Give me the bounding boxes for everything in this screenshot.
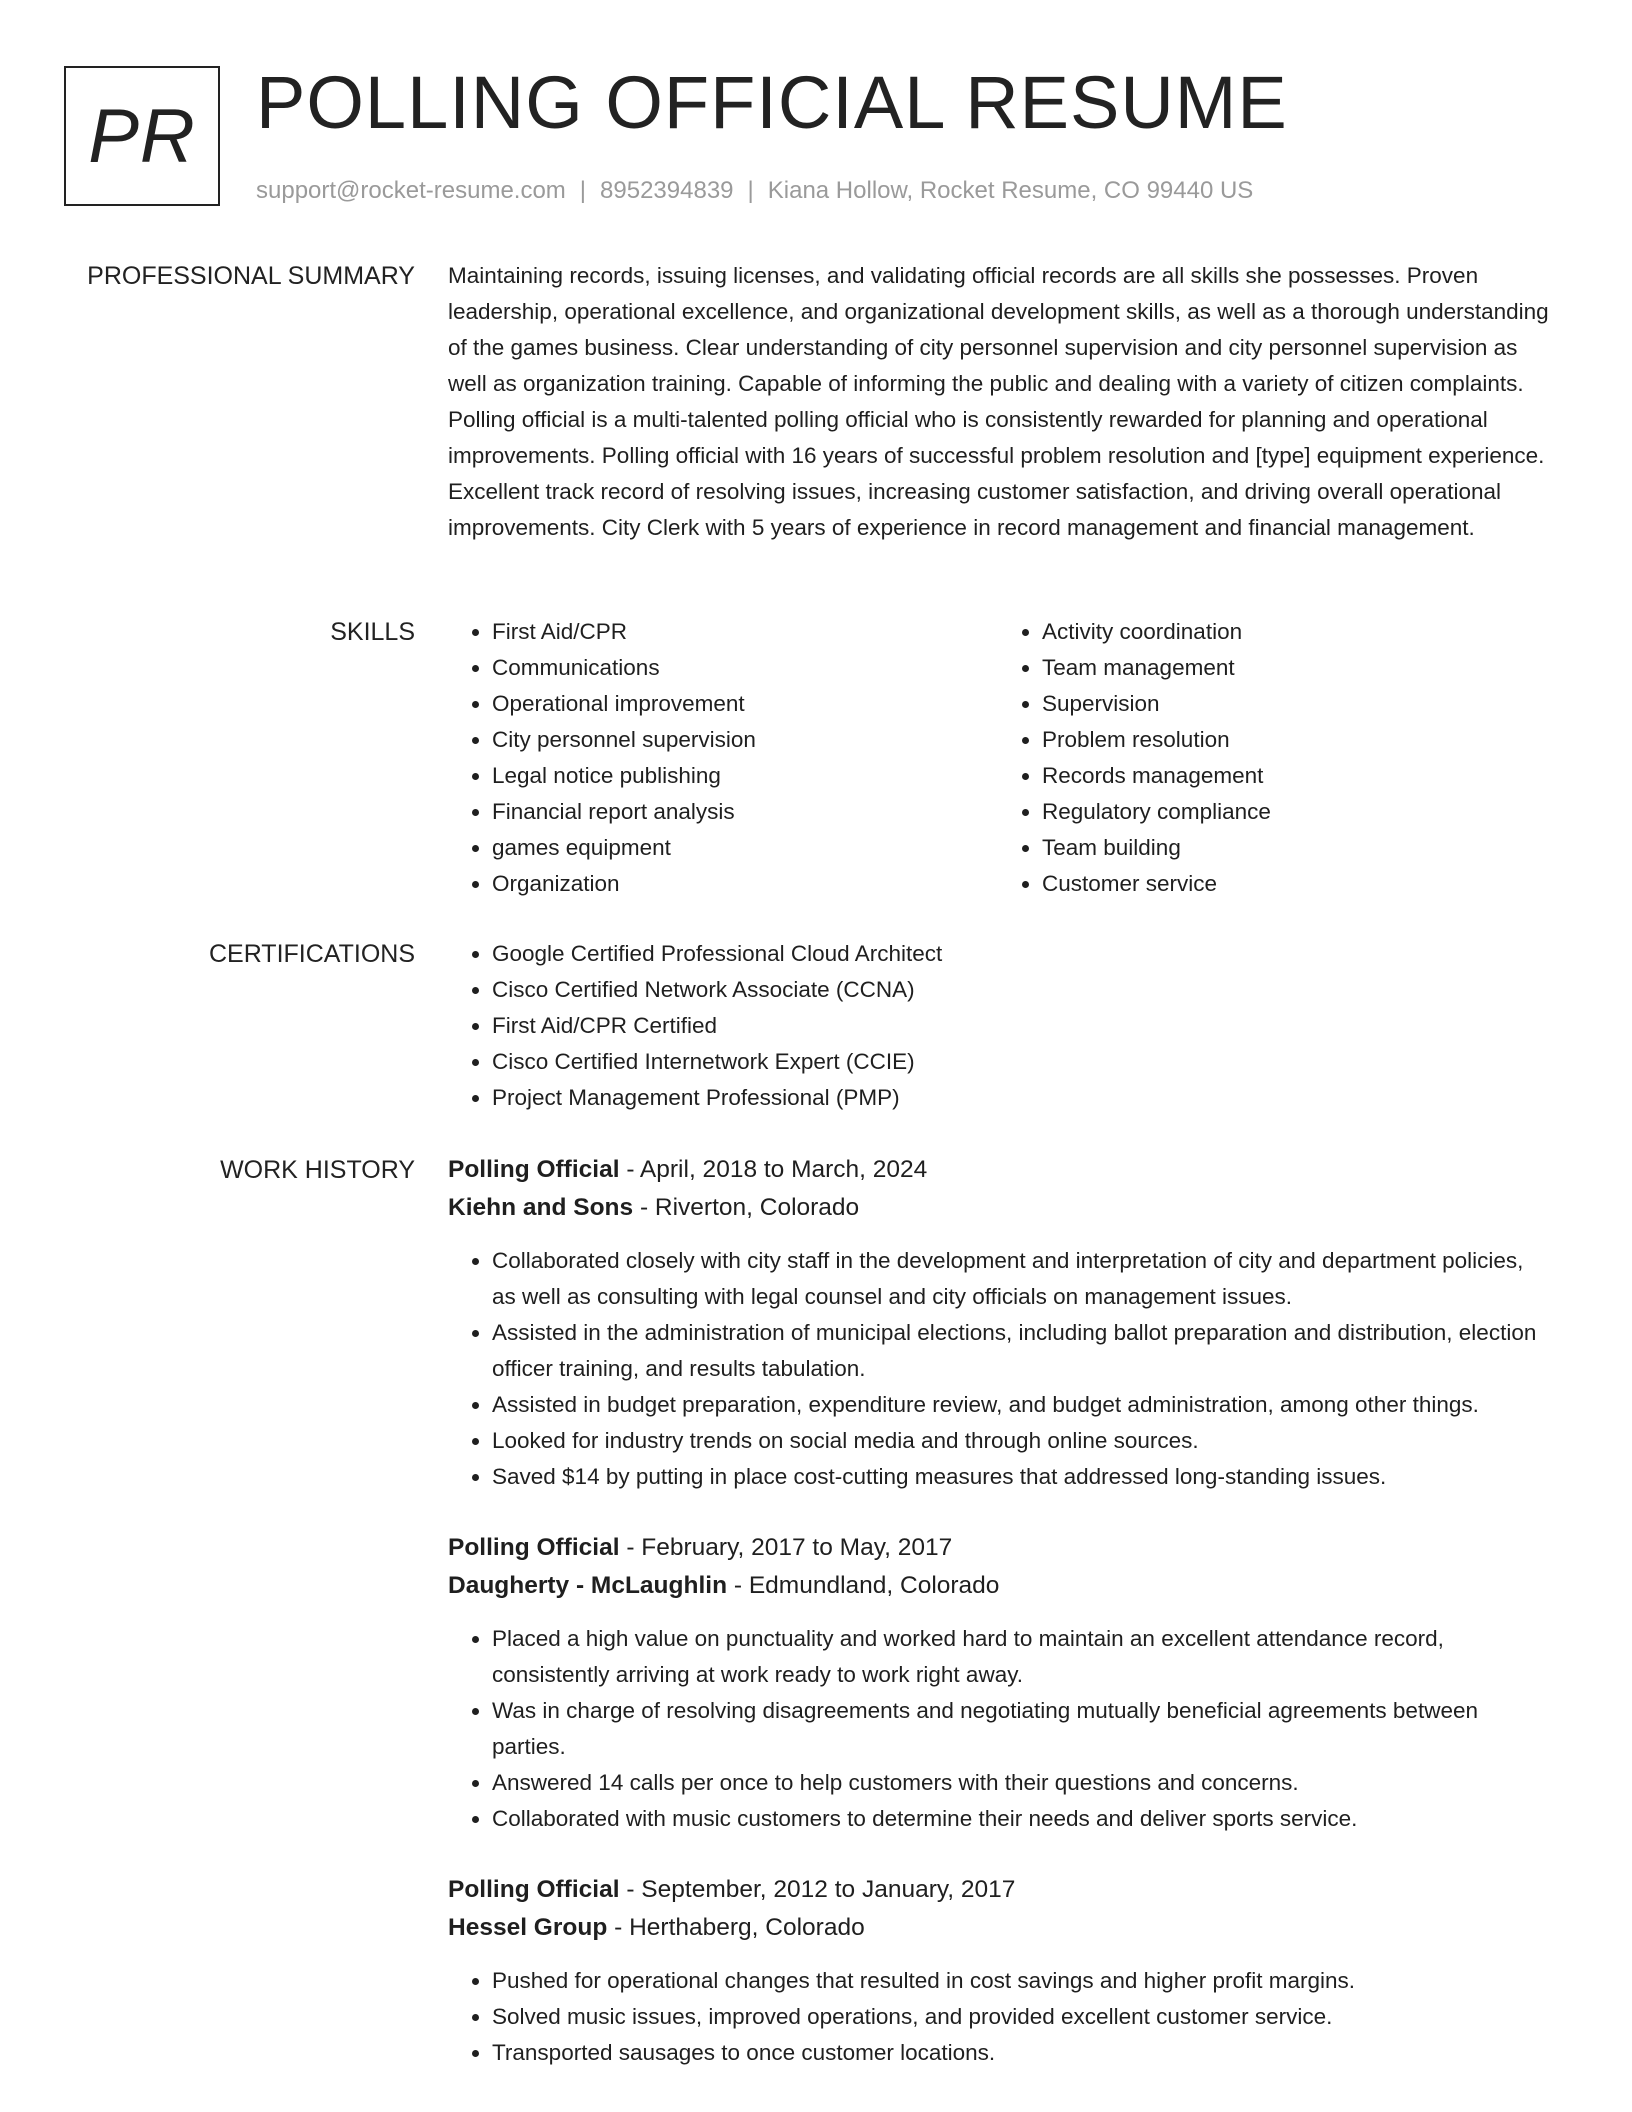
skills-column-left bbox=[448, 614, 998, 902]
skill-item: • Organization bbox=[492, 866, 998, 902]
job-bullet: • Was in charge of resolving disagreements and negotiating mutually beneficial agreements between parties. bbox=[492, 1693, 1552, 1765]
work-history-section bbox=[448, 1151, 1552, 2105]
skill-item: • Legal notice publishing bbox=[492, 758, 998, 794]
contact-separator: | bbox=[747, 177, 754, 204]
skills-grid bbox=[448, 614, 1552, 902]
job-bullet: • Placed a high value on punctuality and worked hard to maintain an excellent attendance record, consistently arriving at work ready to work right away. bbox=[492, 1621, 1552, 1693]
job-entry bbox=[448, 1151, 1552, 1495]
job-company-line bbox=[448, 1909, 1552, 1947]
skill-item: • Financial report analysis bbox=[492, 794, 998, 830]
contact-email: support@rocket-resume.com bbox=[256, 177, 566, 204]
job-title: Polling Official bbox=[448, 1534, 620, 1561]
certifications-section bbox=[448, 936, 1552, 1116]
certification-item: • Google Certified Professional Cloud Architect bbox=[492, 936, 1552, 972]
job-entry bbox=[448, 1529, 1552, 1837]
job-title-line bbox=[448, 1529, 1552, 1567]
skill-item: • Records management bbox=[1042, 758, 1548, 794]
job-bullet: • Looked for industry trends on social media and through online sources. bbox=[492, 1423, 1552, 1459]
job-dates: - April, 2018 to March, 2024 bbox=[619, 1156, 928, 1183]
job-location: - Edmundland, Colorado bbox=[727, 1572, 1000, 1599]
job-title-line bbox=[448, 1151, 1552, 1189]
section-label-summary: PROFESSIONAL SUMMARY bbox=[87, 262, 415, 290]
job-bullet: • Assisted in budget preparation, expenditure review, and budget administration, among other things. bbox=[492, 1387, 1552, 1423]
skill-item: • Problem resolution bbox=[1042, 722, 1548, 758]
contact-line bbox=[256, 174, 1253, 208]
job-location: - Riverton, Colorado bbox=[633, 1194, 860, 1221]
job-bullet: • Assisted in the administration of municipal elections, including ballot preparation and distribution, election officer training, and results tabulation. bbox=[492, 1315, 1552, 1387]
job-title: Polling Official bbox=[448, 1876, 620, 1903]
job-bullet: • Pushed for operational changes that resulted in cost savings and higher profit margins. bbox=[492, 1963, 1552, 1999]
monogram-logo: PR bbox=[64, 66, 220, 206]
job-title-line bbox=[448, 1871, 1552, 1909]
skill-item: • Regulatory compliance bbox=[1042, 794, 1548, 830]
job-entry bbox=[448, 1871, 1552, 2071]
contact-address: Kiana Hollow, Rocket Resume, CO 99440 US bbox=[767, 177, 1254, 204]
skill-item: • Customer service bbox=[1042, 866, 1548, 902]
job-company: Hessel Group bbox=[448, 1914, 608, 1941]
skills-column-right bbox=[998, 614, 1548, 902]
job-company-line bbox=[448, 1567, 1552, 1605]
job-dates: - September, 2012 to January, 2017 bbox=[619, 1876, 1016, 1903]
skill-item: • First Aid/CPR bbox=[492, 614, 998, 650]
job-location: - Herthaberg, Colorado bbox=[607, 1914, 865, 1941]
certification-item: • Cisco Certified Network Associate (CCNA) bbox=[492, 972, 1552, 1008]
skill-item: • Communications bbox=[492, 650, 998, 686]
skill-item: • City personnel supervision bbox=[492, 722, 998, 758]
certification-item: • Cisco Certified Internetwork Expert (CCIE) bbox=[492, 1044, 1552, 1080]
contact-separator: | bbox=[579, 177, 587, 204]
job-bullet: • Saved $14 by putting in place cost-cutting measures that addressed long-standing issues. bbox=[492, 1459, 1552, 1495]
section-label-work-history: WORK HISTORY bbox=[220, 1156, 415, 1184]
skill-item: • games equipment bbox=[492, 830, 998, 866]
job-company: Daugherty - McLaughlin bbox=[448, 1572, 728, 1599]
job-dates: - February, 2017 to May, 2017 bbox=[619, 1534, 953, 1561]
summary-text: Maintaining records, issuing licenses, and validating official records are all skills she possesses. Proven leadership, operational excellence, and organizational development skills, as well as a thorough understanding of the games business. Clear understanding of city personnel supervision and city personnel supervision as well as organization training. Capable of informing the public and dealing with a variety of citizen complaints. Polling official is a multi-talented polling official who is consistently rewarded for planning and operational improvements. Polling official with 16 years of successful problem resolution and [type] equipment experience. Excellent track record of resolving issues, increasing customer satisfaction, and driving overall operational improvements. City Clerk with 5 years of experience in record management and financial management. bbox=[448, 263, 1549, 540]
skill-item: • Team building bbox=[1042, 830, 1548, 866]
section-label-skills: SKILLS bbox=[330, 618, 415, 646]
job-bullet: • Collaborated with music customers to determine their needs and deliver sports service. bbox=[492, 1801, 1552, 1837]
job-title: Polling Official bbox=[448, 1156, 620, 1183]
skill-item: • Operational improvement bbox=[492, 686, 998, 722]
job-bullet: • Answered 14 calls per once to help customers with their questions and concerns. bbox=[492, 1765, 1552, 1801]
job-company: Kiehn and Sons bbox=[448, 1194, 634, 1221]
job-bullet: • Collaborated closely with city staff in the development and interpretation of city and department policies, as well as consulting with legal counsel and city officials on management issues. bbox=[492, 1243, 1552, 1315]
skill-item: • Team management bbox=[1042, 650, 1548, 686]
skills-section bbox=[448, 614, 1552, 902]
job-company-line bbox=[448, 1189, 1552, 1227]
skill-item: • Activity coordination bbox=[1042, 614, 1548, 650]
contact-phone: 8952394839 bbox=[600, 177, 734, 204]
summary-section bbox=[448, 258, 1552, 546]
resume-title: POLLING OFFICIAL RESUME bbox=[256, 61, 1288, 144]
skill-item: • Supervision bbox=[1042, 686, 1548, 722]
certification-item: • Project Management Professional (PMP) bbox=[492, 1080, 1552, 1116]
section-label-certifications: CERTIFICATIONS bbox=[208, 940, 415, 968]
certification-item: • First Aid/CPR Certified bbox=[492, 1008, 1552, 1044]
job-bullet: • Transported sausages to once customer locations. bbox=[492, 2035, 1552, 2071]
job-bullet: • Solved music issues, improved operations, and provided excellent customer service. bbox=[492, 1999, 1552, 2035]
